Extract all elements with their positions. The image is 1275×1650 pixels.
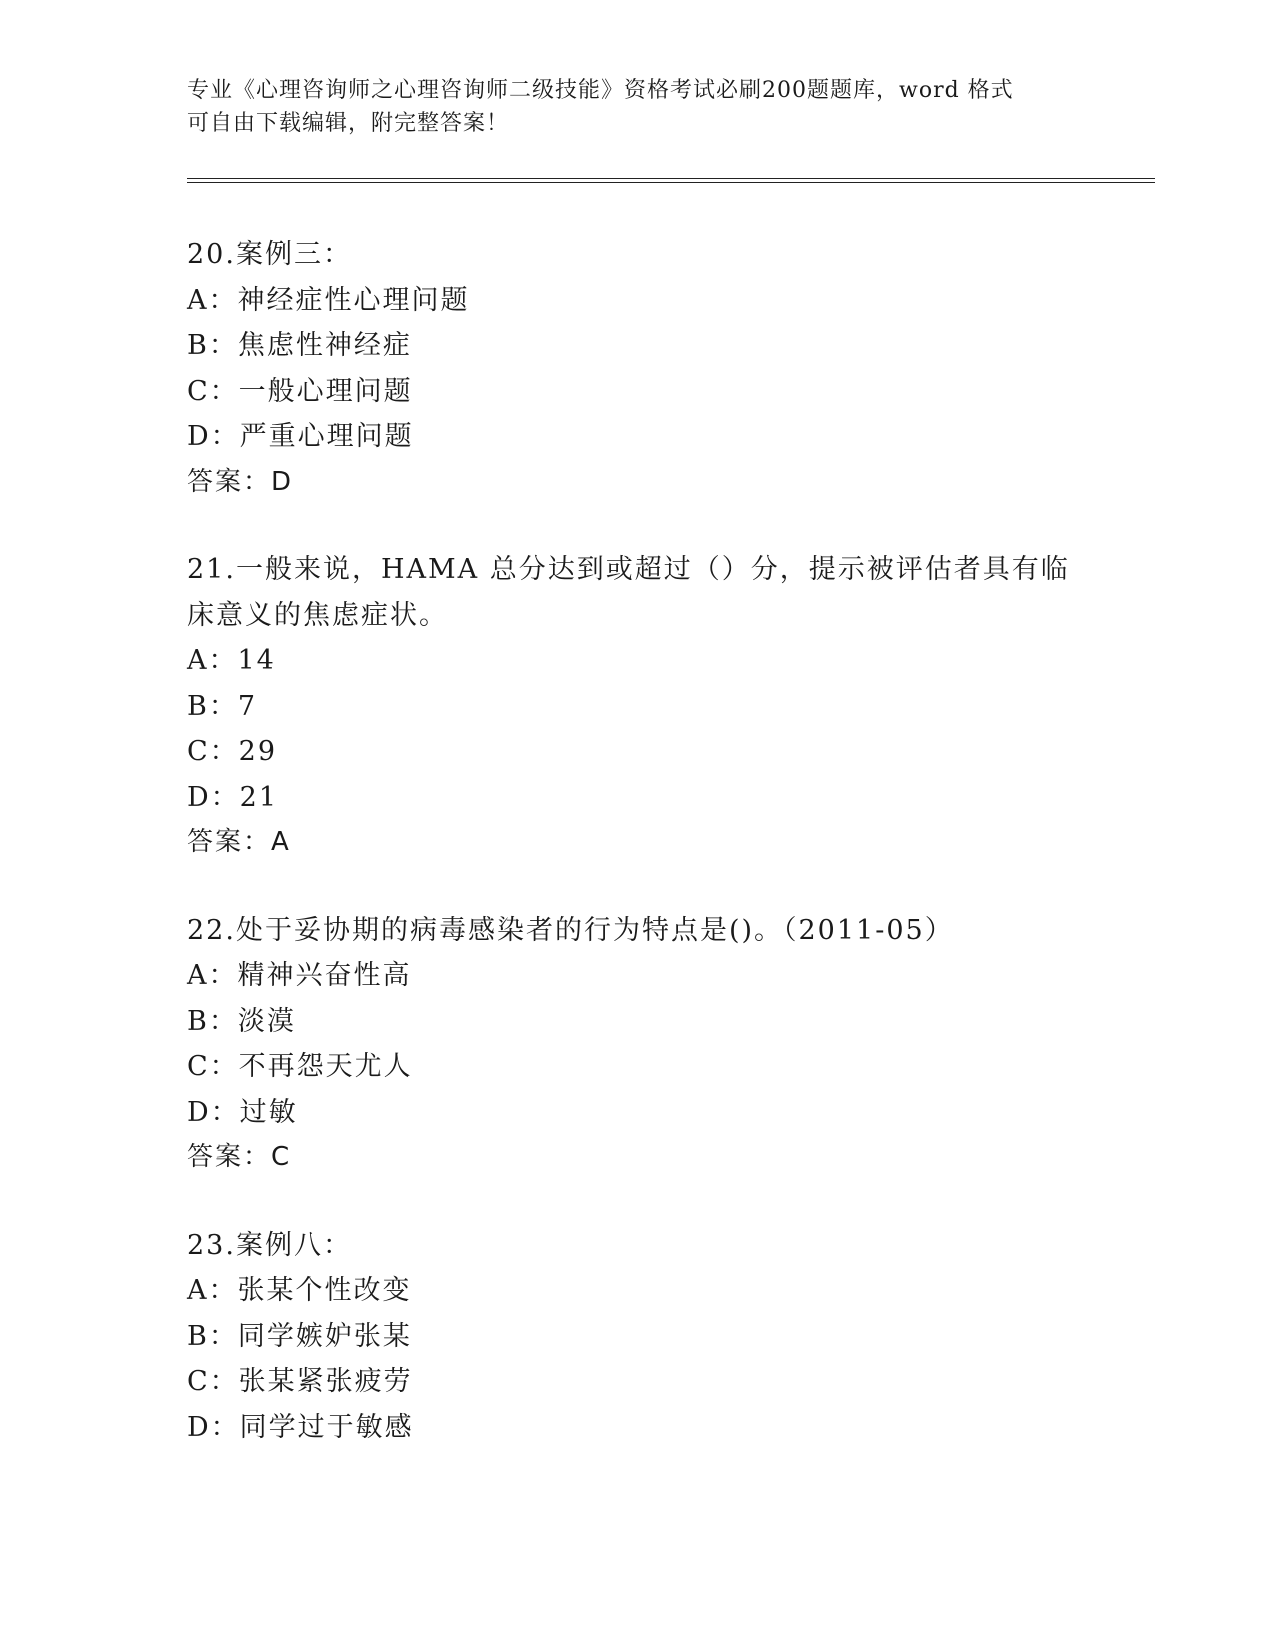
- option-b: B：淡漠: [187, 1005, 296, 1037]
- question-22: [187, 908, 1087, 1181]
- document-header: [187, 74, 1087, 140]
- option-c: C：不再怨天尤人: [187, 1051, 413, 1082]
- option-b: B：同学嫉妒张某: [187, 1320, 412, 1352]
- option-d: D：同学过于敏感: [187, 1411, 414, 1443]
- answer-line: 答案：A: [187, 827, 291, 857]
- answer-line: 答案：C: [187, 1142, 292, 1172]
- option-c: C：一般心理问题: [187, 375, 413, 407]
- question-20: [187, 232, 1087, 505]
- option-a: A：14: [187, 645, 276, 676]
- header-line-1: 专业《心理咨询师之心理咨询师二级技能》资格考试必刷200题题库，word 格式: [187, 78, 1014, 103]
- question-text: 20.案例三：: [187, 239, 352, 270]
- option-b: B：7: [187, 690, 258, 722]
- option-b: B：焦虑性神经症: [187, 330, 412, 361]
- question-text: 21.一般来说，HAMA 总分达到或超过（）分，提示被评估者具有临床意义的焦虑症状。: [187, 554, 1070, 631]
- question-text: 22.处于妥协期的病毒感染者的行为特点是()。（2011-05）: [187, 914, 954, 946]
- question-list: [187, 232, 1087, 1492]
- answer-line: 答案：D: [187, 466, 294, 497]
- option-c: C：29: [187, 736, 278, 767]
- option-d: D：过敏: [187, 1096, 298, 1128]
- option-a: A：神经症性心理问题: [187, 284, 470, 316]
- question-text: 23.案例八：: [187, 1229, 352, 1261]
- option-d: D：严重心理问题: [187, 421, 414, 452]
- header-double-rule: [187, 178, 1155, 183]
- question-21: [187, 547, 1087, 866]
- header-line-2: 可自由下载编辑，附完整答案！: [187, 111, 510, 136]
- question-23: [187, 1223, 1087, 1451]
- option-a: A：精神兴奋性高: [187, 960, 412, 991]
- option-a: A：张某个性改变: [187, 1275, 412, 1306]
- option-d: D：21: [187, 781, 279, 813]
- option-c: C：张某紧张疲劳: [187, 1366, 413, 1397]
